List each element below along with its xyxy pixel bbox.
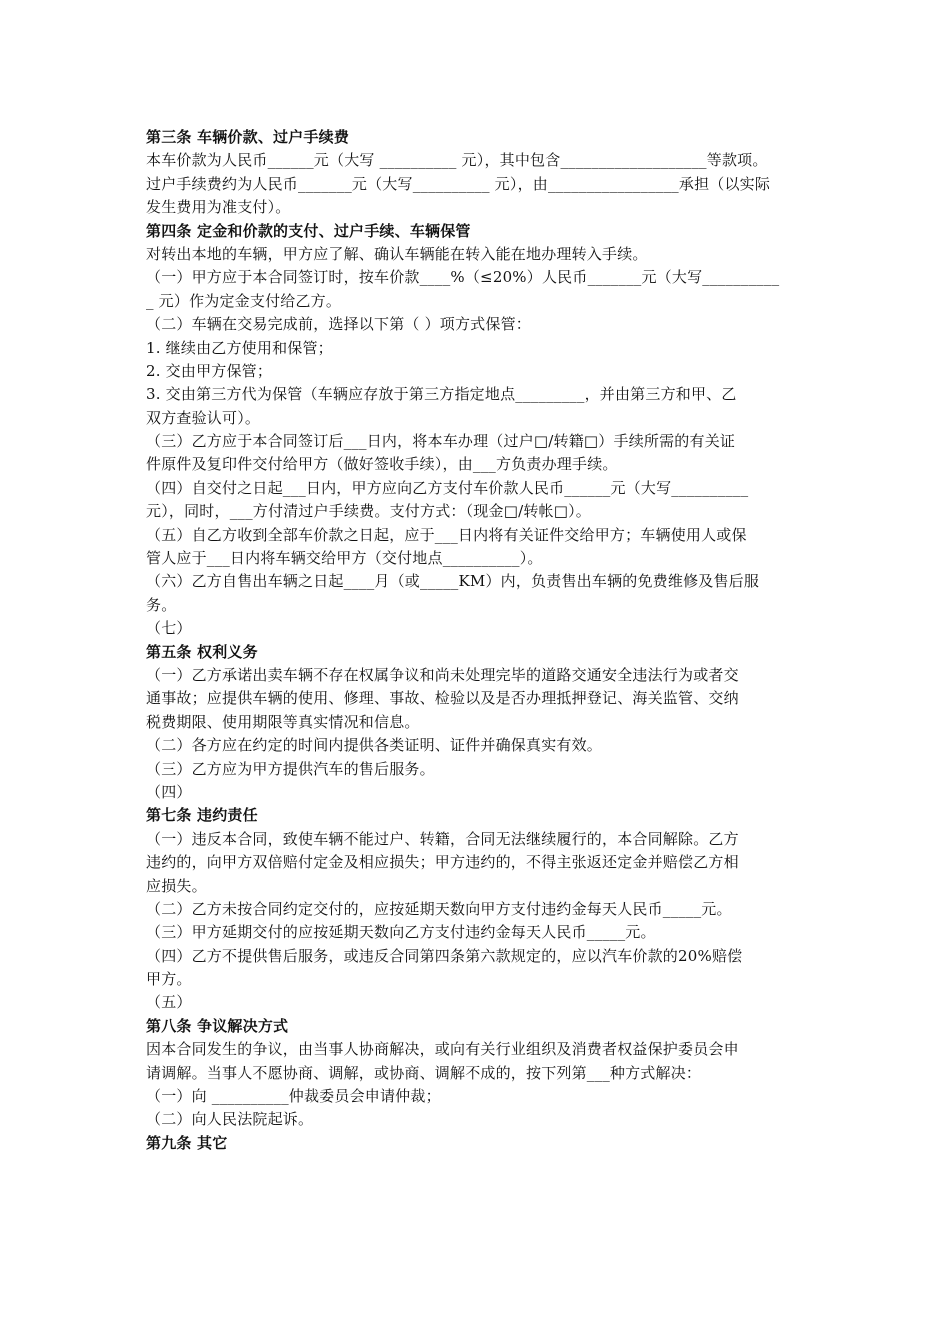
text-line: 通事故；应提供车辆的使用、修理、事故、检验以及是否办理抵押登记、海关监管、交纳 <box>146 689 739 708</box>
text-line: _ 元）作为定金支付给乙方。 <box>146 291 342 310</box>
article-heading: 第七条 违约责任 <box>146 806 258 825</box>
contract-text <box>146 126 806 1155</box>
text-line: （四） <box>146 782 192 801</box>
text-line: 双方查验认可）。 <box>146 408 261 427</box>
text-line: 甲方。 <box>146 970 192 989</box>
article-heading: 第八条 争议解决方式 <box>146 1016 289 1035</box>
text-line: 2. 交由甲方保管； <box>146 361 273 380</box>
article-heading: 第五条 权利义务 <box>146 642 258 661</box>
text-line: （二）乙方未按合同约定交付的，应按延期天数向甲方支付违约金每天人民币_____元。 <box>146 899 732 918</box>
text-line: （三）乙方应为甲方提供汽车的售后服务。 <box>146 759 435 778</box>
text-line: （四）乙方不提供售后服务，或违反合同第四条第六款规定的，应以汽车价款的20%赔偿 <box>146 946 743 965</box>
text-line: 对转出本地的车辆，甲方应了解、确认车辆能在转入能在地办理转入手续。 <box>146 244 648 263</box>
text-line: 过户手续费约为人民币_______元（大写__________ 元），由_________________承担（以实际 <box>146 174 771 193</box>
text-line: （一）违反本合同，致使车辆不能过户、转籍，合同无法继续履行的，本合同解除。乙方 <box>146 829 739 848</box>
text-line: （一）向 __________仲裁委员会申请仲裁； <box>146 1087 441 1106</box>
text-line: （二）车辆在交易完成前，选择以下第（ ）项方式保管： <box>146 315 531 334</box>
text-line: 发生费用为准支付）。 <box>146 198 291 217</box>
text-line: （一）乙方承诺出卖车辆不存在权属争议和尚未处理完毕的道路交通安全违法行为或者交 <box>146 665 739 684</box>
text-line: 件原件及复印件交付给甲方（做好签收手续），由___方负责办理手续。 <box>146 455 618 474</box>
article-heading: 第三条 车辆价款、过户手续费 <box>146 128 350 146</box>
text-line: 因本合同发生的争议，由当事人协商解决，或向有关行业组织及消费者权益保护委员会申 <box>146 1040 739 1059</box>
text-line: 务。 <box>146 595 177 614</box>
text-line: 3. 交由第三方代为保管（车辆应存放于第三方指定地点_________，并由第三方和甲、乙 <box>146 385 737 404</box>
text-line: 本车价款为人民币______元（大写 __________ 元），其中包含___________________等款项。 <box>146 151 768 170</box>
text-line: 应损失。 <box>146 876 207 895</box>
text-line: 税费期限、使用期限等真实情况和信息。 <box>146 712 420 731</box>
text-line: （二）各方应在约定的时间内提供各类证明、证件并确保真实有效。 <box>146 736 603 755</box>
text-line: （一）甲方应于本合同签订时，按车价款____%（≤20%）人民币_______元（大写__________ <box>146 268 780 287</box>
text-line: 1. 继续由乙方使用和保管； <box>146 338 333 357</box>
article-heading: 第四条 定金和价款的支付、过户手续、车辆保管 <box>146 221 471 240</box>
article-heading: 第九条 其它 <box>146 1133 228 1152</box>
text-line: （三）乙方应于本合同签订后___日内，将本车办理（过户□/转籍□）手续所需的有关证 <box>146 432 736 451</box>
text-line: 管人应于___日内将车辆交给甲方（交付地点__________）。 <box>146 549 543 568</box>
text-line: 元），同时，___方付清过户手续费。支付方式：（现金□/转帐□）。 <box>146 502 592 521</box>
text-line: （五）自乙方收到全部车价款之日起，应于___日内将有关证件交给甲方；车辆使用人或保 <box>146 525 747 544</box>
text-line: （二）向人民法院起诉。 <box>146 1110 314 1129</box>
text-line: （五） <box>146 993 192 1012</box>
text-line: （三）甲方延期交付的应按延期天数向乙方支付违约金每天人民币_____元。 <box>146 923 656 942</box>
text-line: 违约的，向甲方双倍赔付定金及相应损失；甲方违约的，不得主张返还定金并赔偿乙方相 <box>146 853 739 872</box>
text-line: （六）乙方自售出车辆之日起____月（或_____KM）内，负责售出车辆的免费维修及售后服 <box>146 572 760 591</box>
text-line: 请调解。当事人不愿协商、调解，或协商、调解不成的，按下列第___种方式解决： <box>146 1063 702 1082</box>
text-line: （四）自交付之日起___日内，甲方应向乙方支付车价款人民币______元（大写__________ <box>146 478 749 497</box>
text-line: （七） <box>146 619 192 638</box>
